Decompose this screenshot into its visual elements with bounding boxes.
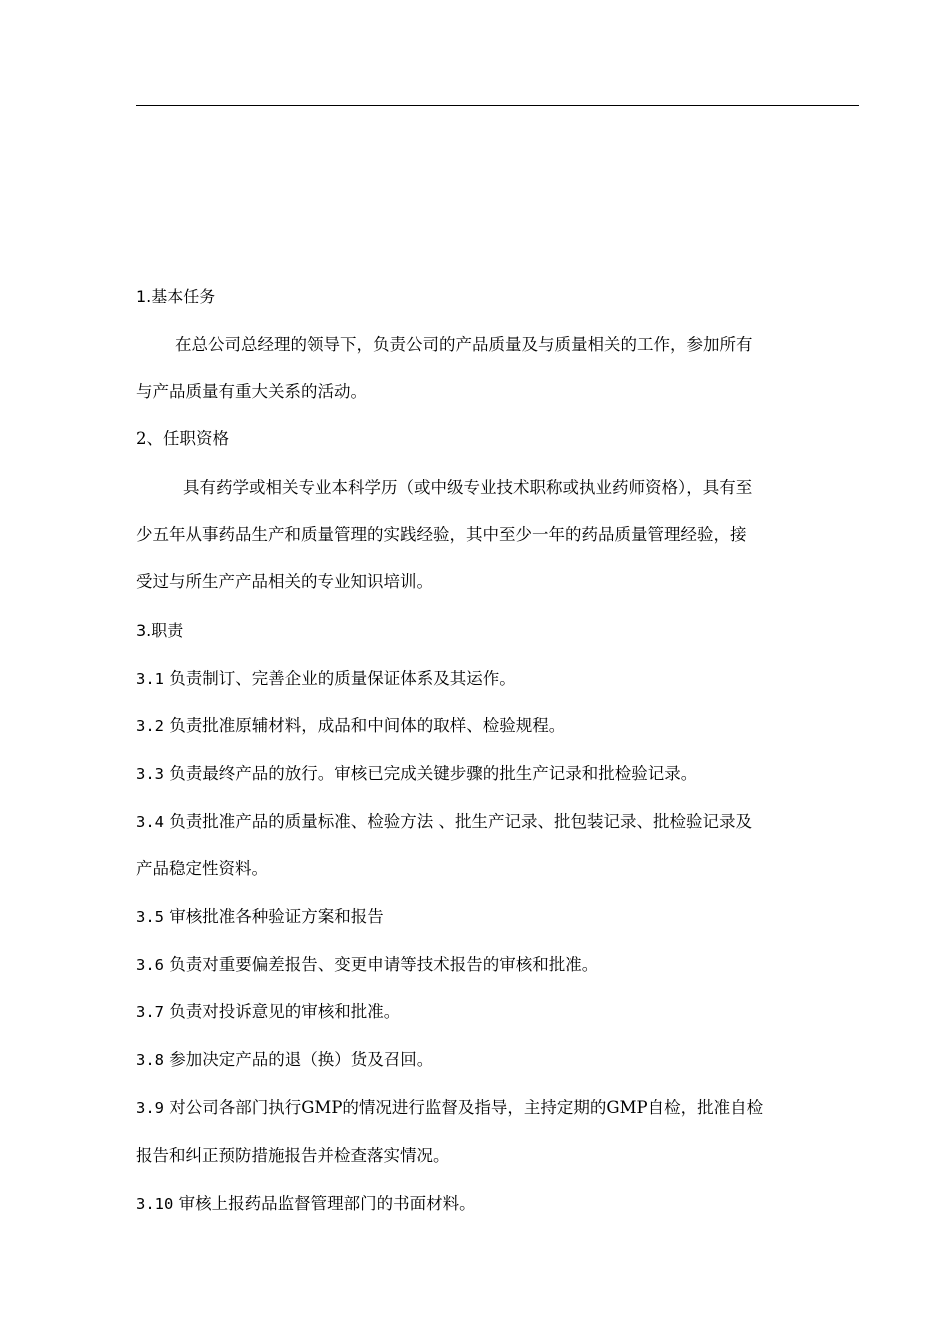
duty-continuation: 产品稳定性资料。 <box>136 859 268 878</box>
section-heading-qualifications: 2、任职资格 <box>136 429 229 448</box>
section-heading-duties: 3.职责 <box>136 621 184 640</box>
duty-number: 3.1 <box>136 670 164 688</box>
duty-number: 3.10 <box>136 1195 174 1213</box>
duty-number: 3.7 <box>136 1003 164 1021</box>
duty-text: 负责制订、完善企业的质量保证体系及其运作。 <box>169 669 516 688</box>
paragraph-line: 在总公司总经理的领导下，负责公司的产品质量及与质量相关的工作，参加所有 <box>175 335 753 354</box>
duty-item <box>136 713 565 739</box>
duty-text: 参加决定产品的退（换）货及召回。 <box>169 1050 434 1069</box>
duty-item <box>136 1191 476 1217</box>
duty-text: 负责对投诉意见的审核和批准。 <box>169 1002 401 1021</box>
duty-number: 3.8 <box>136 1051 164 1069</box>
duty-text: 审核批准各种验证方案和报告 <box>169 907 384 926</box>
duty-number: 3.6 <box>136 956 164 974</box>
duty-text: 审核上报药品监督管理部门的书面材料。 <box>178 1194 476 1213</box>
duty-item <box>136 952 598 978</box>
duty-item <box>136 666 516 692</box>
duty-number: 3.5 <box>136 908 164 926</box>
paragraph-line: 受过与所生产产品相关的专业知识培训。 <box>136 572 433 591</box>
duty-item <box>136 761 697 787</box>
duty-item <box>136 1095 763 1121</box>
paragraph-line: 与产品质量有重大关系的活动。 <box>136 382 367 401</box>
duty-number: 3.9 <box>136 1099 164 1117</box>
duty-number: 3.2 <box>136 717 164 735</box>
paragraph-line: 少五年从事药品生产和质量管理的实践经验，其中至少一年的药品质量管理经验，接 <box>136 525 747 544</box>
duty-number: 3.4 <box>136 813 164 831</box>
header-rule <box>136 105 859 106</box>
duty-text: 负责批准原辅材料，成品和中间体的取样、检验规程。 <box>169 716 566 735</box>
section-heading-basic-task: 1.基本任务 <box>136 287 216 306</box>
duty-item <box>136 904 384 930</box>
duty-item <box>136 999 400 1025</box>
duty-item <box>136 809 752 835</box>
duty-number: 3.3 <box>136 765 164 783</box>
duty-continuation: 报告和纠正预防措施报告并检查落实情况。 <box>136 1146 450 1165</box>
duty-text: 负责对重要偏差报告、变更申请等技术报告的审核和批准。 <box>169 955 599 974</box>
duty-text: 负责最终产品的放行。审核已完成关键步骤的批生产记录和批检验记录。 <box>169 764 698 783</box>
duty-text: 对公司各部门执行GMP的情况进行监督及指导，主持定期的GMP自检，批准自检 <box>169 1098 764 1117</box>
paragraph-line: 具有药学或相关专业本科学历（或中级专业技术职称或执业药师资格），具有至 <box>183 478 753 497</box>
duty-text: 负责批准产品的质量标准、检验方法 、批生产记录、批包装记录、批检验记录及 <box>169 812 752 831</box>
duty-item <box>136 1047 433 1073</box>
